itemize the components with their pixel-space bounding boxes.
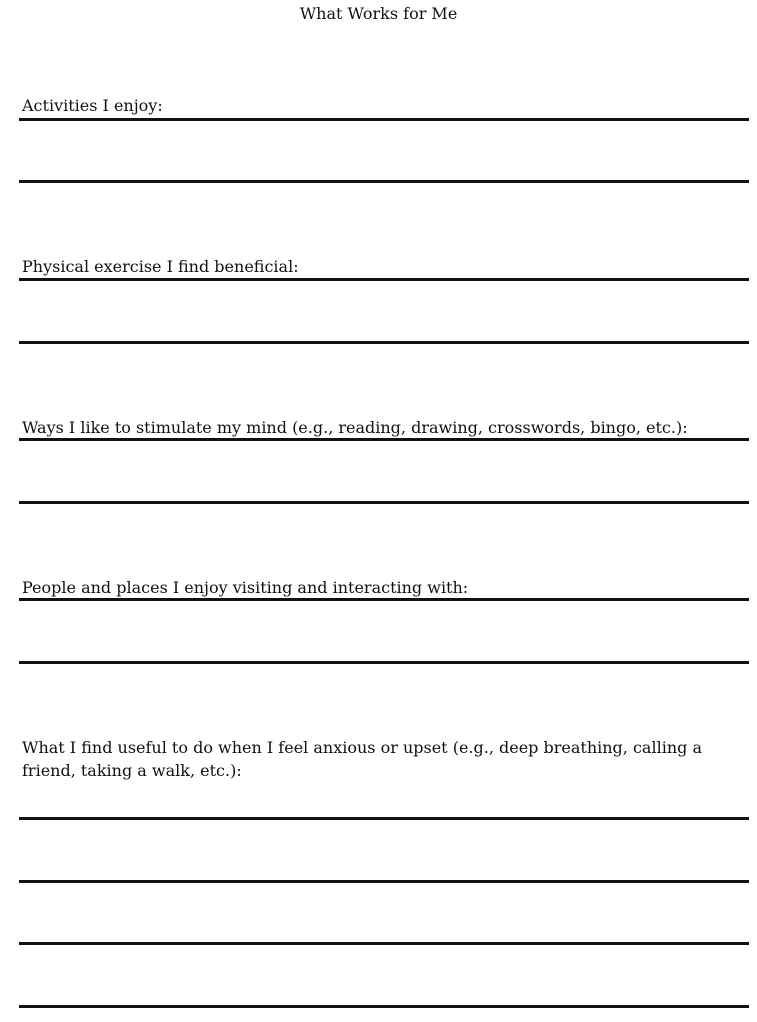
answer-line[interactable]	[19, 661, 749, 664]
answer-line[interactable]	[19, 1005, 749, 1008]
section-label-activities: Activities I enjoy:	[22, 96, 163, 115]
section-label-mind: Ways I like to stimulate my mind (e.g., reading, drawing, crosswords, bingo, etc.):	[22, 418, 688, 437]
answer-line[interactable]	[19, 180, 749, 183]
section-label-anxious: What I find useful to do when I feel anxious or upset (e.g., deep breathing, calling a friend, taking a walk, etc.):	[22, 738, 702, 780]
section-label-people-places: People and places I enjoy visiting and interacting with:	[22, 578, 469, 597]
answer-line[interactable]	[19, 341, 749, 344]
answer-line[interactable]	[19, 598, 749, 601]
answer-line[interactable]	[19, 438, 749, 441]
answer-line[interactable]	[19, 880, 749, 883]
answer-line[interactable]	[19, 118, 749, 121]
answer-line[interactable]	[19, 501, 749, 504]
answer-line[interactable]	[19, 817, 749, 820]
answer-line[interactable]	[19, 942, 749, 945]
section-label-exercise: Physical exercise I find beneficial:	[22, 257, 299, 276]
page-title: What Works for Me	[299, 4, 458, 23]
answer-line[interactable]	[19, 278, 749, 281]
